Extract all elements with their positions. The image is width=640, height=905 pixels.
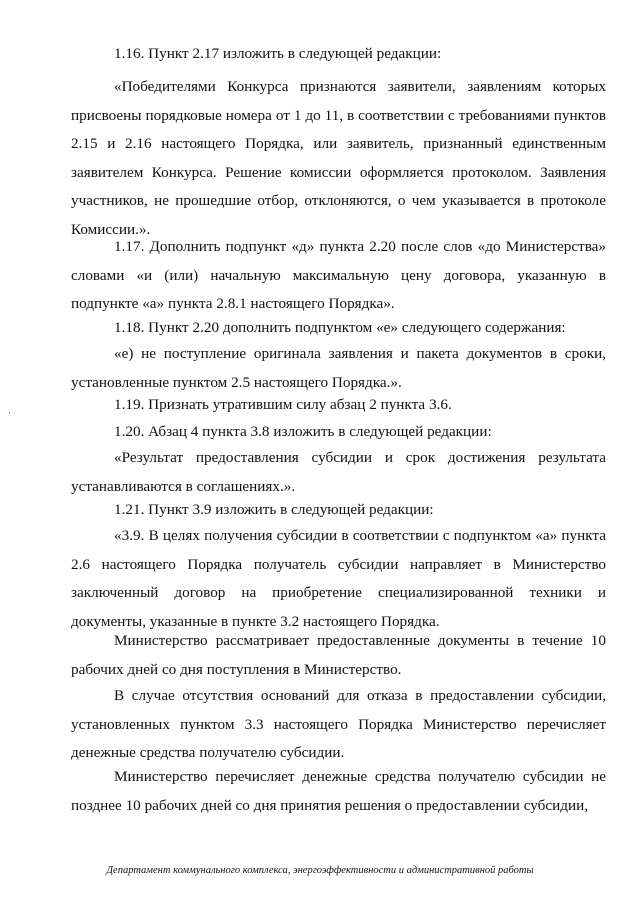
paragraph-1-16: 1.16. Пункт 2.17 изложить в следующей редакции: bbox=[114, 45, 442, 62]
paragraph-quote-3-9: «3.9. В целях получения субсидии в соответствии с подпунктом «а» пункта 2.6 настоящего Порядка получатель субсидии направляет в Министерство заключенный договор на приобретение специализированной техники и документы, указанные в пункте 3.2 настоящего Порядка. bbox=[71, 527, 606, 630]
paragraph-1-21: 1.21. Пункт 3.9 изложить в следующей редакции: bbox=[114, 501, 434, 518]
paragraph-1-17: 1.17. Дополнить подпункт «д» пункта 2.20 после слов «до Министерства» словами «и (или) начальную максимальную цену договора, указанную в подпункте «а» пункта 2.8.1 настоящего Порядка». bbox=[71, 238, 606, 313]
paragraph-quote-winners: «Победителями Конкурса признаются заявители, заявлениям которых присвоены порядковые номера от 1 до 11, в соответствии с требованиями пунктов 2.15 и 2.16 настоящего Порядка, или заявитель, признанный единственным заявителем Конкурса. Решение комиссии оформляется протоколом. Заявления участников, не прошедшие отбор, отклоняются, о чем указывается в протоколе Комиссии.». bbox=[71, 78, 606, 238]
paragraph-quote-result: «Результат предоставления субсидии и срок достижения результата устанавливаются в соглашениях.». bbox=[71, 449, 606, 495]
paragraph-1-19: 1.19. Признать утратившим силу абзац 2 пункта 3.6. bbox=[114, 396, 452, 413]
paragraph-quote-e: «е) не поступление оригинала заявления и пакета документов в сроки, установленные пунктом 2.5 настоящего Порядка.». bbox=[71, 345, 606, 391]
paragraph-ministry-transfers: Министерство перечисляет денежные средства получателю субсидии не позднее 10 рабочих дней со дня принятия решения о предоставлении субсидии, bbox=[71, 768, 606, 814]
page-footer: Департамент коммунального комплекса, энергоэффективности и административной работы bbox=[106, 865, 534, 876]
scan-mark bbox=[9, 412, 10, 414]
paragraph-1-20: 1.20. Абзац 4 пункта 3.8 изложить в следующей редакции: bbox=[114, 423, 492, 440]
paragraph-1-18: 1.18. Пункт 2.20 дополнить подпунктом «е» следующего содержания: bbox=[114, 319, 566, 336]
paragraph-no-grounds: В случае отсутствия оснований для отказа в предоставлении субсидии, установленных пунктом 3.3 настоящего Порядка Министерство перечисляет денежные средства получателю субсидии. bbox=[71, 687, 606, 762]
paragraph-ministry-review: Министерство рассматривает предоставленные документы в течение 10 рабочих дней со дня поступления в Министерство. bbox=[71, 632, 606, 678]
